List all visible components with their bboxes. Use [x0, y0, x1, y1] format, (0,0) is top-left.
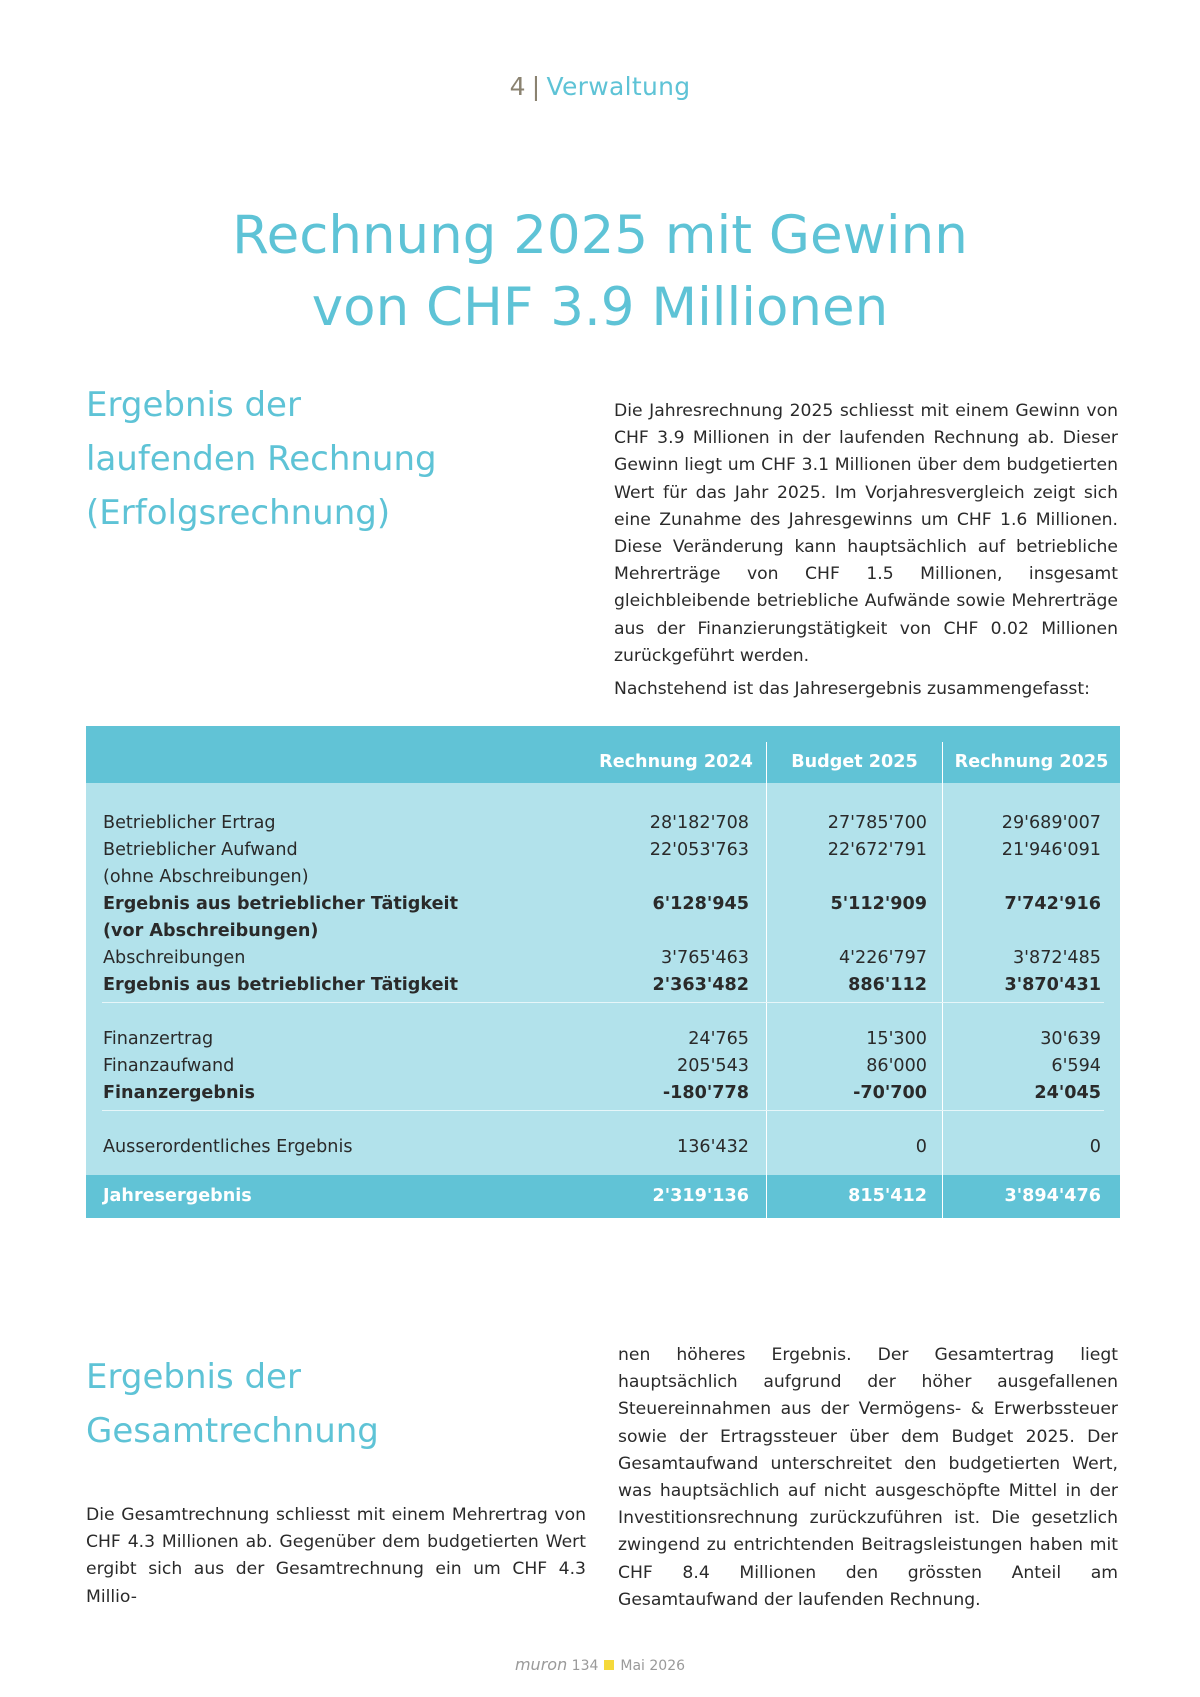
cell-value: 28'182'708	[649, 813, 749, 833]
cell-value: 0	[915, 1137, 927, 1157]
column-header-rechnung-2024: Rechnung 2024	[599, 752, 753, 772]
table-row	[86, 864, 1120, 891]
cell-value: 205'543	[677, 1056, 749, 1076]
row-label: Finanzertrag	[103, 1029, 214, 1049]
footer-date: Mai 2026	[620, 1658, 686, 1674]
cell-value: 2'319'136	[652, 1186, 749, 1206]
heading-line: (Erfolgsrechnung)	[86, 493, 391, 533]
cell-value: 3'894'476	[1004, 1186, 1101, 1206]
row-divider	[102, 1110, 1104, 1111]
cell-value: 6'128'945	[652, 894, 749, 914]
footer-brand: muron	[514, 1655, 568, 1674]
table-row-total	[86, 1183, 1120, 1210]
row-label: Finanzergebnis	[103, 1083, 255, 1103]
table-row	[86, 837, 1120, 864]
gesamtrechnung-paragraph-left: Die Gesamtrechnung schliesst mit einem Mehrertrag von CHF 4.3 Millionen ab. Gegenüber dem budgetierten Wert ergibt sich aus der Gesamtrechnung ein um CHF 4.3 Millio-	[86, 1505, 586, 1607]
section-name: Verwaltung	[546, 72, 691, 101]
row-label: Ergebnis aus betrieblicher Tätigkeit	[103, 894, 458, 914]
heading-line: laufenden Rechnung	[86, 439, 437, 479]
row-label: (ohne Abschreibungen)	[103, 867, 309, 887]
cell-value: 136'432	[677, 1137, 749, 1157]
cell-value: 886'112	[848, 975, 927, 995]
results-table	[86, 726, 1120, 1218]
cell-value: 0	[1089, 1137, 1101, 1157]
column-header-budget-2025: Budget 2025	[791, 752, 918, 772]
cell-value: 4'226'797	[838, 948, 927, 968]
header-separator: |	[531, 72, 541, 101]
cell-value: 7'742'916	[1004, 894, 1101, 914]
cell-value: 2'363'482	[652, 975, 749, 995]
cell-value: 815'412	[848, 1186, 927, 1206]
table-row	[86, 1080, 1120, 1107]
page-title	[0, 200, 1200, 344]
table-row	[86, 1134, 1120, 1161]
table-row	[86, 945, 1120, 972]
cell-value: 27'785'700	[827, 813, 927, 833]
row-divider	[102, 1002, 1104, 1003]
table-row	[86, 1053, 1120, 1080]
section-heading-gesamtrechnung	[86, 1350, 379, 1458]
page-number: 4	[509, 72, 526, 101]
row-label: Abschreibungen	[103, 948, 246, 968]
cell-value: 24'765	[688, 1029, 749, 1049]
section-heading-erfolgsrechnung	[86, 378, 437, 540]
page-footer	[0, 1655, 1200, 1674]
row-label: Ausserordentliches Ergebnis	[103, 1137, 353, 1157]
page-header	[0, 72, 1200, 101]
heading-line: Ergebnis der	[86, 1357, 301, 1397]
cell-value: 3'870'431	[1004, 975, 1101, 995]
cell-value: 15'300	[866, 1029, 927, 1049]
cell-value: 22'672'791	[827, 840, 927, 860]
title-line-1: Rechnung 2025 mit Gewinn	[232, 205, 968, 266]
row-label: Ergebnis aus betrieblicher Tätigkeit	[103, 975, 458, 995]
cell-value: 6'594	[1051, 1056, 1101, 1076]
row-label: Finanzaufwand	[103, 1056, 235, 1076]
cell-value: -180'778	[662, 1083, 749, 1103]
table-row	[86, 891, 1120, 918]
cell-value: 3'872'485	[1012, 948, 1101, 968]
heading-line: Gesamtrechnung	[86, 1411, 379, 1451]
cell-value: 29'689'007	[1001, 813, 1101, 833]
row-label: Jahresergebnis	[103, 1186, 252, 1206]
cell-value: 86'000	[866, 1056, 927, 1076]
cell-value: 24'045	[1034, 1083, 1101, 1103]
column-header-rechnung-2025: Rechnung 2025	[954, 752, 1109, 772]
square-icon	[604, 1660, 614, 1670]
summary-lead-paragraph: Nachstehend ist das Jahresergebnis zusammengefasst:	[614, 679, 1090, 699]
intro-paragraph: Die Jahresrechnung 2025 schliesst mit einem Gewinn von CHF 3.9 Millionen in der laufenden Rechnung ab. Dieser Gewinn liegt um CHF 3.1 Millionen über dem budgetierten Wert für das Jahr 2025. Im Vorjahresvergleich zeigt sich eine Zunahme des Jahresgewinns um CHF 1.6 Millionen. Diese Veränderung kann hauptsächlich auf betriebliche Mehrerträge von CHF 1.5 Millionen, insgesamt gleichbleibende betriebliche Aufwände sowie Mehrerträge aus der Finanzierungstätigkeit von CHF 0.02 Millionen zurückgeführt werden.	[614, 401, 1118, 666]
table-row	[86, 972, 1120, 999]
table-row	[86, 810, 1120, 837]
cell-value: 5'112'909	[830, 894, 927, 914]
footer-issue: 134	[571, 1658, 599, 1674]
heading-line: Ergebnis der	[86, 385, 301, 425]
cell-value: 22'053'763	[649, 840, 749, 860]
row-label: (vor Abschreibungen)	[103, 921, 319, 941]
gesamtrechnung-paragraph-right: nen höheres Ergebnis. Der Gesamtertrag liegt hauptsächlich aufgrund der höher ausgefallenen Steuereinnahmen aus der Vermögens- & Erwerbssteuer sowie der Ertragssteuer über dem Budget 2025. Der Gesamtaufwand unterschreitet den budgetierten Wert, was hauptsächlich auf nicht ausgeschöpfte Mittel in der Investitionsrechnung zurückzuführen ist. Die gesetzlich zwingend zu entrichtenden Beitragsleistungen haben mit CHF 8.4 Millionen den grössten Anteil am Gesamtaufwand der laufenden Rechnung.	[618, 1345, 1118, 1610]
title-line-2: von CHF 3.9 Millionen	[311, 277, 889, 338]
row-label: Betrieblicher Aufwand	[103, 840, 298, 860]
table-row	[86, 1026, 1120, 1053]
row-label: Betrieblicher Ertrag	[103, 813, 276, 833]
cell-value: -70'700	[853, 1083, 927, 1103]
cell-value: 3'765'463	[660, 948, 749, 968]
cell-value: 21'946'091	[1001, 840, 1101, 860]
table-row	[86, 918, 1120, 945]
cell-value: 30'639	[1040, 1029, 1101, 1049]
